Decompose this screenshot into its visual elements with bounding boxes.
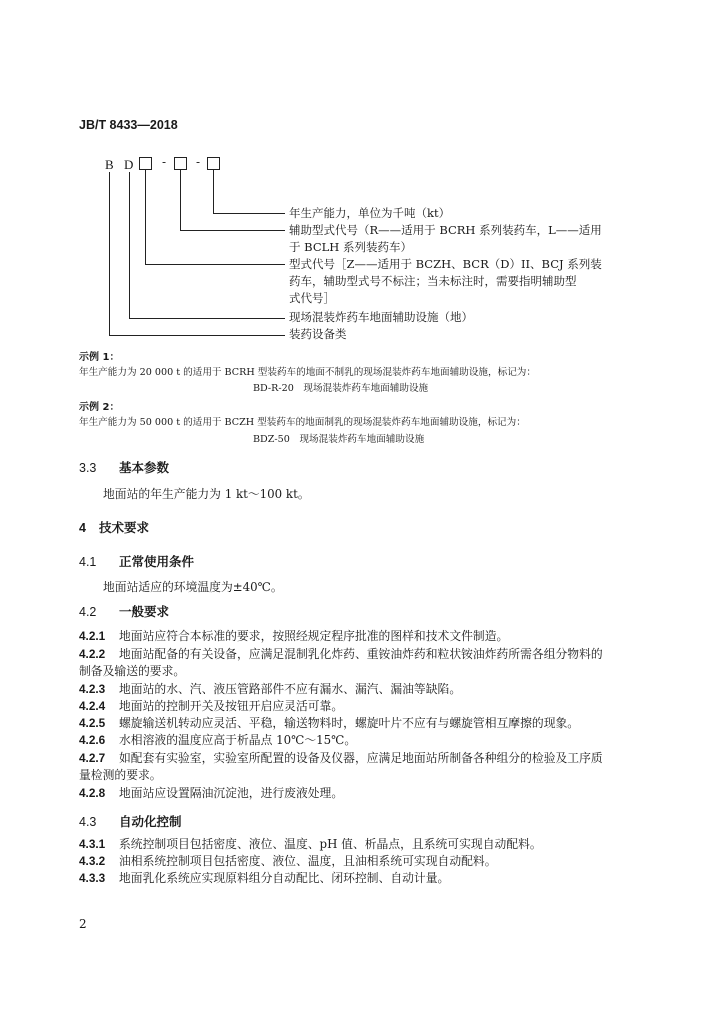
clause-num: 4.2.4 — [79, 699, 106, 713]
clause-num: 4.3.1 — [79, 837, 106, 851]
heading-3-3 — [79, 458, 169, 476]
label-type-line1: 型式代号［Z——适用于 BCZH、BCR（D）II、BCJ 系列装 — [289, 257, 602, 271]
clause-4-2-5 — [79, 715, 649, 732]
label-type-line2: 药车，辅助型式号不标注；当未标注时，需要指明辅助型 — [289, 274, 577, 288]
heading-4-3-title: 自动化控制 — [119, 814, 182, 829]
clause-4-3-3 — [79, 870, 639, 887]
label-aux-line2: 于 BCLH 系列装药车） — [289, 240, 412, 254]
paragraph-4-1: 地面站适应的环境温度为±40℃。 — [103, 580, 283, 594]
leader-type-h — [145, 264, 285, 265]
leader-aux-v — [180, 170, 181, 231]
clause-text: 地面站应设置隔油沉淀池，进行废液处理。 — [119, 786, 344, 800]
leader-category-v — [109, 172, 110, 336]
heading-4-2-title: 一般要求 — [119, 604, 170, 619]
clause-4-2-7 — [79, 750, 649, 784]
clause-text-line1: 如配套有实验室，实验室所配置的设备及仪器，应满足地面站所制备各种组分的检验及工序质 — [119, 751, 603, 765]
code-dash-2: - — [196, 155, 201, 169]
leader-facility-v — [129, 172, 130, 319]
clause-text-line2: 量检测的要求。 — [79, 768, 162, 782]
leader-category-h — [109, 335, 285, 336]
example-1-text: 年生产能力为 20 000 t 的适用于 BCRH 型装药车的地面不制乳的现场混装炸药车地面辅助设施，标记为： — [79, 367, 536, 378]
clause-text: 系统控制项目包括密度、液位、温度、pH 值、析晶点，且系统可实现自动配料。 — [119, 837, 542, 851]
label-capacity: 年生产能力，单位为千吨（kt） — [289, 206, 451, 220]
example-1-title: 示例 1： — [79, 352, 120, 363]
heading-4-1-title: 正常使用条件 — [119, 554, 195, 569]
clause-4-2-3 — [79, 681, 639, 698]
clause-text: 地面乳化系统应实现原料组分自动配比、闭环控制、自动计量。 — [119, 871, 450, 885]
example-2-title: 示例 2： — [79, 402, 120, 413]
code-box-type — [139, 157, 152, 170]
heading-4-title: 技术要求 — [99, 520, 150, 535]
heading-4-2 — [79, 602, 169, 620]
code-box-capacity — [207, 157, 220, 170]
clause-text: 地面站的控制开关及按钮开启应灵活可靠。 — [119, 699, 344, 713]
leader-capacity-h — [213, 213, 285, 214]
clause-num: 4.2.8 — [79, 786, 106, 800]
leader-aux-h — [180, 230, 285, 231]
heading-4 — [79, 518, 149, 536]
code-box-aux — [174, 157, 187, 170]
heading-4-1 — [79, 552, 194, 570]
clause-num: 4.2.1 — [79, 629, 106, 643]
code-letter-b: B — [105, 157, 114, 172]
clause-num: 4.3.3 — [79, 871, 106, 885]
clause-4-2-1 — [79, 628, 639, 645]
clause-text: 油相系统控制项目包括密度、液位、温度，且油相系统可实现自动配料。 — [119, 854, 497, 868]
clause-num: 4.2.6 — [79, 733, 106, 747]
standard-number: JB/T 8433—2018 — [79, 118, 178, 132]
leader-type-v — [145, 170, 146, 265]
code-dash-1: - — [162, 155, 167, 169]
heading-4-2-num: 4.2 — [79, 605, 97, 619]
clause-text: 螺旋输送机转动应灵活、平稳，输送物料时，螺旋叶片不应有与螺旋管相互摩擦的现象。 — [119, 716, 580, 730]
code-letter-d: D — [124, 157, 134, 172]
heading-3-3-num: 3.3 — [79, 461, 97, 475]
clause-4-2-6 — [79, 732, 639, 749]
clause-4-2-8 — [79, 785, 639, 802]
label-aux-line1: 辅助型式代号（R——适用于 BCRH 系列装药车，L——适用 — [289, 223, 602, 237]
heading-4-3-num: 4.3 — [79, 815, 97, 829]
heading-4-num: 4 — [79, 521, 86, 535]
clause-text-line1: 地面站配备的有关设备，应满足混制乳化炸药、重铵油炸药和粒状铵油炸药所需各组分物料的 — [119, 647, 603, 661]
heading-4-1-num: 4.1 — [79, 555, 97, 569]
clause-text-line2: 制备及输送的要求。 — [79, 664, 186, 678]
paragraph-3-3: 地面站的年生产能力为 1 kt～100 kt。 — [103, 487, 310, 501]
leader-capacity-v — [213, 170, 214, 214]
clause-4-3-2 — [79, 853, 639, 870]
example-1-mark: BD-R-20 现场混装炸药车地面辅助设施 — [253, 383, 429, 394]
clause-num: 4.2.7 — [79, 751, 106, 765]
label-facility: 现场混装炸药车地面辅助设施（地） — [289, 310, 473, 324]
clause-4-3-1 — [79, 836, 639, 853]
heading-3-3-title: 基本参数 — [119, 460, 170, 475]
clause-text: 地面站应符合本标准的要求，按照经规定程序批准的图样和技术文件制造。 — [119, 629, 509, 643]
heading-4-3 — [79, 812, 182, 830]
leader-facility-h — [129, 318, 285, 319]
clause-4-2-4 — [79, 698, 639, 715]
example-2-text: 年生产能力为 50 000 t 的适用于 BCZH 型装药车的地面制乳的现场混装炸药车地面辅助设施，标记为： — [79, 417, 526, 428]
example-2-mark: BDZ-50 现场混装炸药车地面辅助设施 — [253, 434, 425, 445]
page-number: 2 — [79, 917, 87, 931]
clause-4-2-2 — [79, 646, 649, 680]
clause-text: 水相溶液的温度应高于析晶点 10℃～15℃。 — [119, 733, 357, 747]
label-category: 装药设备类 — [289, 327, 347, 341]
clause-num: 4.2.5 — [79, 716, 106, 730]
label-type-line3: 式代号］ — [289, 291, 335, 305]
clause-num: 4.3.2 — [79, 854, 106, 868]
clause-text: 地面站的水、汽、液压管路部件不应有漏水、漏汽、漏油等缺陷。 — [119, 682, 462, 696]
clause-num: 4.2.2 — [79, 647, 106, 661]
clause-num: 4.2.3 — [79, 682, 106, 696]
